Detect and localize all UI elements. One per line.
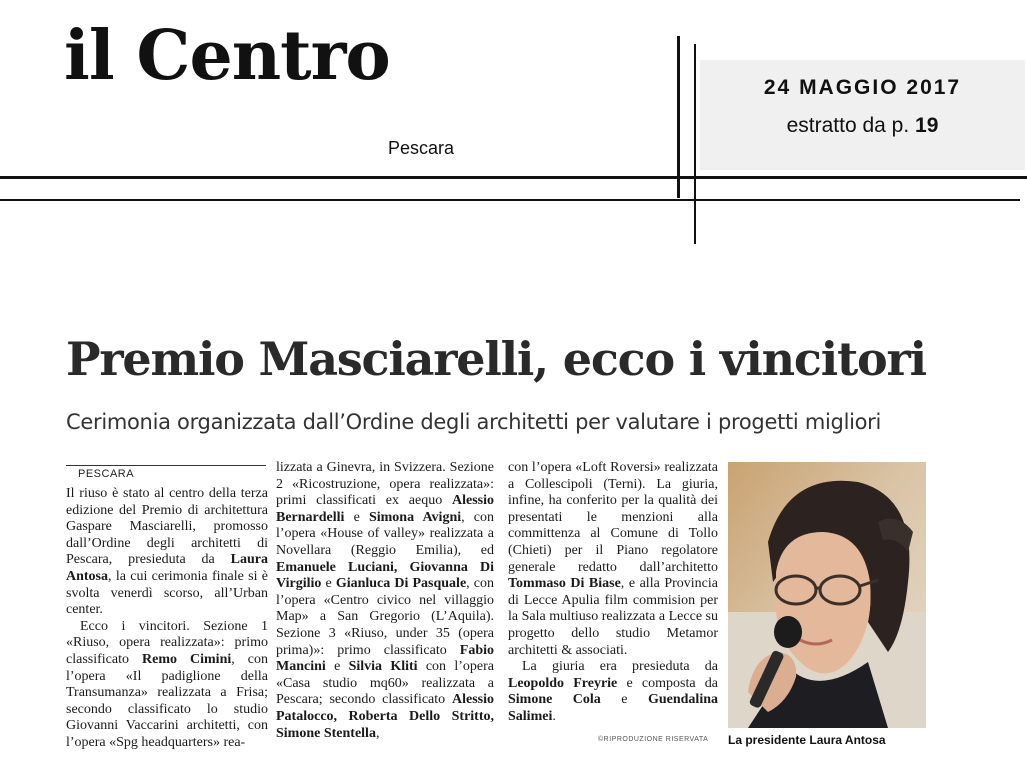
masthead-vertical-rule-1	[677, 36, 680, 198]
text-run: con l’opera «Loft Roversi» realizzata a Collescipoli (Terni). La giuria, infine, ha conferito per la qualità dei presentati le menzioni alla committenza al Comune di Tollo (Chieti) per il Piano regolatore generale redatto dall’architetto	[508, 460, 718, 575]
text-run: , con l’opera «House of valley» realizzata a Novellara (Reggio Emilia), ed	[276, 509, 494, 558]
text-run: con l’opera «Casa studio mq60» realizzata a Pescara; secondo classificato	[276, 659, 494, 708]
text-run: , la cui cerimonia finale si è svolta venerdì scorso, all’Urban center.	[66, 568, 268, 618]
person-name: Emanuele Luciani, Giovanna Di Virgilio	[276, 559, 494, 592]
person-name: Laura Antosa	[66, 552, 268, 584]
text-run: e	[600, 692, 648, 708]
person-name: Simone Cola	[508, 692, 601, 708]
text-run: , con l’opera «Il padiglione della Transumanza» realizzata a Frisa; secondo classificato lo studio Giovanni Vaccarini architetti, con l’opera «Spg headquarters» rea-	[66, 651, 268, 750]
newspaper-logo: il Centro	[64, 16, 390, 96]
portrait-photo	[728, 462, 926, 728]
article-dateline: PESCARA	[66, 465, 266, 480]
copyright-notice: ©RIPRODUZIONE RISERVATA	[598, 736, 709, 743]
masthead-rule-bottom	[0, 199, 1020, 201]
article-column-1	[66, 486, 268, 752]
person-name: Fabio Mancini	[276, 642, 494, 675]
portrait-illustration	[728, 462, 926, 728]
text-run: .	[552, 708, 556, 724]
extract-prefix: estratto da p.	[786, 114, 910, 137]
person-name: Alessio Bernardelli	[276, 493, 494, 525]
col3-paragraph-1	[508, 460, 718, 659]
col1-paragraph-1	[66, 486, 268, 619]
masthead-vertical-rule-2	[694, 44, 696, 244]
text-run: e	[344, 509, 369, 525]
text-run: e	[321, 576, 336, 592]
col3-paragraph-2	[508, 659, 718, 725]
text-run: , e alla Provincia di Lecce Apulia film commision per la Sala multiuso realizzata a Lecce su progetto dello studio Metamor architetti & associati.	[508, 576, 718, 658]
article-subheadline: Cerimonia organizzata dall’Ordine degli architetti per valutare i progetti migliori	[66, 410, 882, 434]
extract-page-line	[700, 114, 1025, 138]
person-name: Guendalina Salimei	[508, 692, 718, 724]
masthead-rule-top	[0, 176, 1027, 179]
article-column-3	[508, 460, 718, 726]
text-run: ,	[375, 725, 380, 741]
person-name: Tommaso Di Biase	[508, 576, 621, 592]
article-column-2	[276, 460, 494, 742]
text-run: e	[325, 659, 349, 675]
col2-paragraph	[276, 460, 494, 742]
article-headline: Premio Masciarelli, ecco i vincitori	[66, 332, 926, 386]
photo-caption: La presidente Laura Antosa	[728, 733, 886, 747]
person-name: Leopoldo Freyrie	[508, 675, 618, 691]
person-name: Alessio Patalocco, Roberta Dello Stritto, Simone Stentella	[276, 692, 494, 741]
text-run: Il riuso è stato al centro della terza edizione del Premio di architettura Gaspare Masciarelli, promosso dall’Ordine degli architetti di Pescara, presieduta da	[66, 486, 268, 568]
person-name: Simona Avigni	[368, 509, 462, 525]
text-run: La giuria era presieduta da	[522, 659, 718, 675]
text-run: , con l’opera «Centro civico nel villaggio Map» a San Gregorio (L’Aquila). Sezione 3 «Riuso, under 35 (opera prima)»: primo classificato	[276, 576, 494, 658]
text-run: lizzata a Ginevra, in Svizzera. Sezione 2 «Ricostruzione, opera realizzata»: primi classificati ex aequo	[276, 460, 494, 509]
extract-page-number: 19	[915, 114, 939, 137]
text-run: e composta da	[617, 675, 718, 691]
edition-city: Pescara	[388, 138, 455, 158]
person-name: Remo Cimini	[142, 651, 232, 667]
issue-date: 24 MAGGIO 2017	[763, 76, 962, 99]
text-run: Ecco i vincitori. Sezione 1 «Riuso, opera realizzata»: primo classificato	[66, 618, 268, 667]
person-name: Silvia Kliti	[348, 659, 418, 675]
person-name: Gianluca Di Pasquale	[335, 576, 467, 592]
col1-paragraph-2	[66, 619, 268, 752]
